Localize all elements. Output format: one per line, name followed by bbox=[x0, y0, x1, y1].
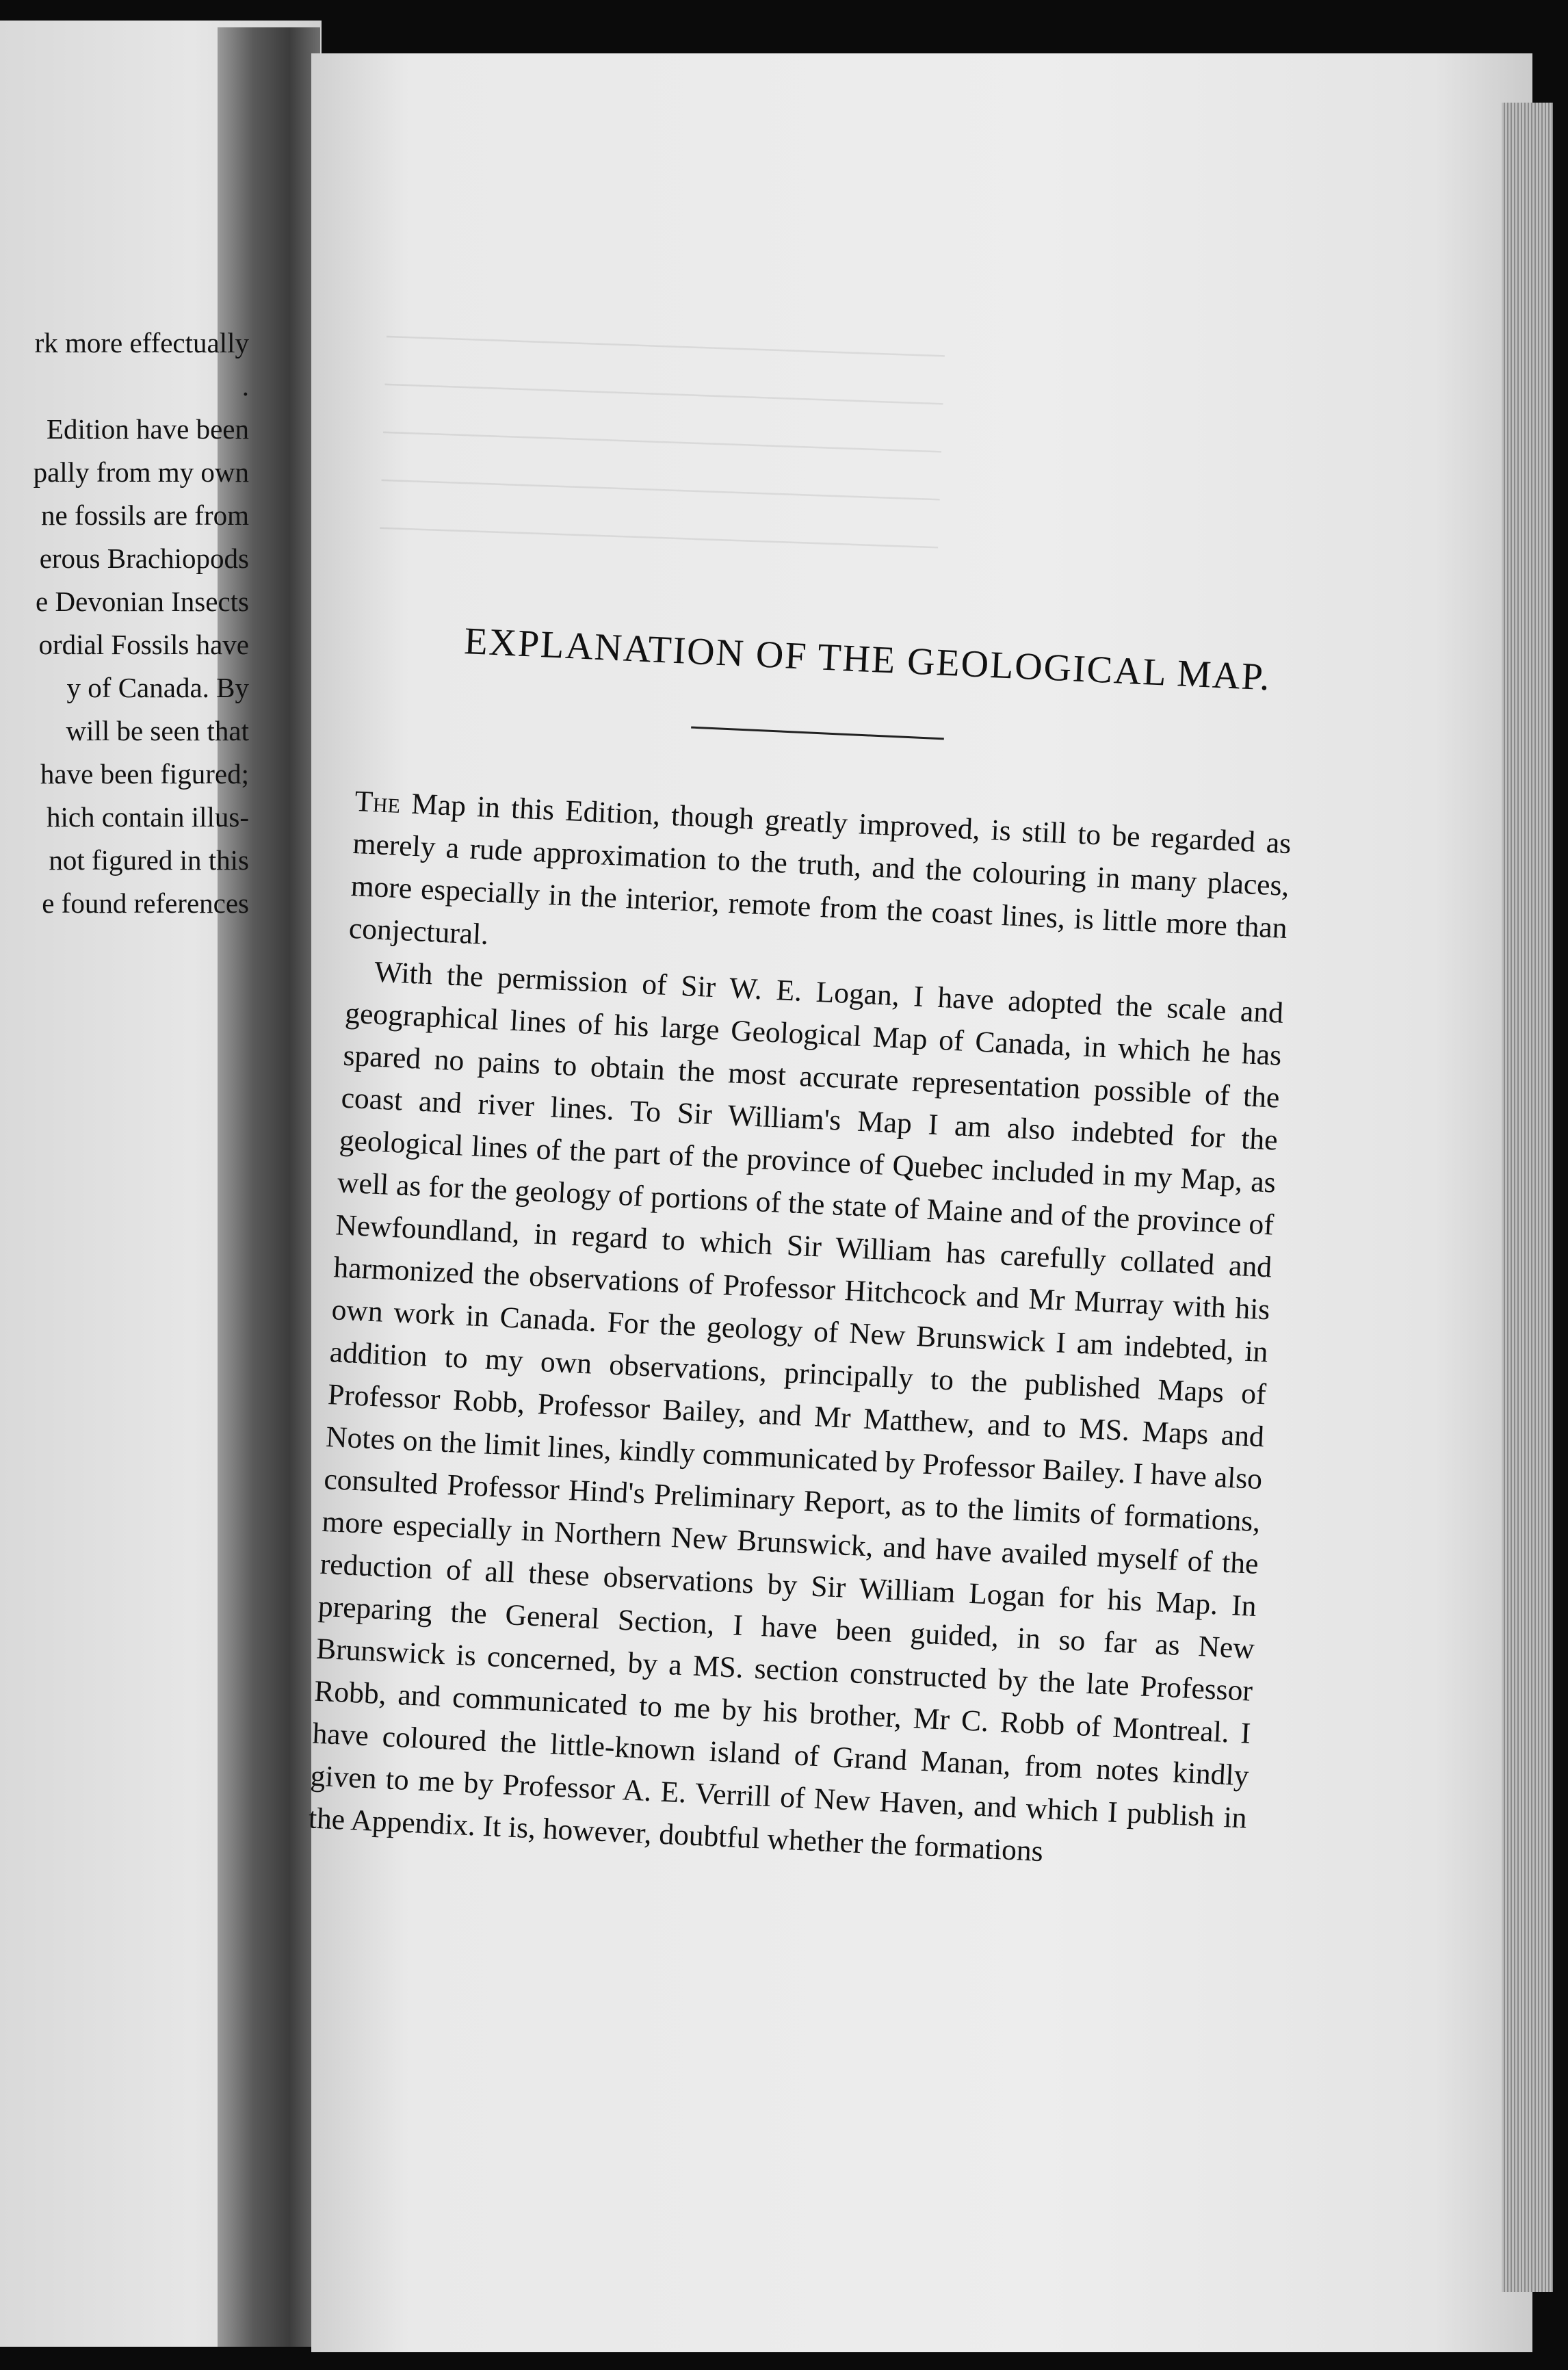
page-title: EXPLANATION OF THE GEOLOGICAL MAP. bbox=[463, 619, 1272, 699]
left-page-text bbox=[0, 322, 253, 925]
left-line: e Devonian Insects bbox=[36, 586, 249, 617]
show-through-text: ──────────────────────────────── ──────────────────────────────── ──────────────────────────────── ──────────────────────────────── ──────────────────────────────── bbox=[379, 322, 945, 561]
left-line: have been figured; bbox=[40, 758, 249, 790]
left-line: y of Canada. By bbox=[66, 672, 249, 703]
left-line: pally from my own bbox=[33, 456, 249, 488]
left-line: rk more effectually bbox=[34, 327, 249, 359]
left-line: will be seen that bbox=[66, 715, 249, 746]
body-text bbox=[308, 780, 1292, 1882]
left-line: e found references bbox=[42, 887, 249, 919]
left-line: erous Brachiopods bbox=[39, 543, 249, 574]
left-line: hich contain illus- bbox=[46, 801, 249, 833]
left-line: . bbox=[241, 370, 249, 402]
left-line: ne fossils are from bbox=[41, 499, 249, 531]
page-edges bbox=[1502, 103, 1553, 2292]
paragraph-lead: The bbox=[354, 784, 402, 820]
paragraph-text: Map in this Edition, though greatly improved, is still to be regarded as merely a rude approximation to the truth, and the colouring in many places, more especially in the interior, remote from the coast lines, is little more than conjectural. bbox=[348, 787, 1292, 952]
paragraph-text: With the permission of Sir W. E. Logan, I have adopted the scale and geographical lines of his large Geological Map of Canada, in which he has spared no pains to obtain the most accurate representation possible of the coast and river lines. To Sir William's Map I am also indebted for the geological lines of the part of the province of Quebec included in my Map, as well as for the geology of portions of the state of Maine and of the province of Newfoundland, in regard to which Sir William has carefully collated and harmonized the observations of Professor Hitchcock and Mr Murray with his own work in Canada. For the geology of New Brunswick I am indebted, in addition to my own observations, principally to the published Maps of Professor Robb, Professor Bailey, and Mr Matthew, and to MS. Maps and Notes on the limit lines, kindly communicated by Professor Bailey. I have also consulted Professor Hind's Preliminary Report, as to the limits of formations, more especially in Northern New Brunswick, and have availed myself of the reduction of all these observations by Sir William Logan for his Map. In preparing the General Section, I have been guided, in so far as New Brunswick is concerned, by a MS. section constructed by the late Professor Robb, and communicated to me by his brother, Mr C. Robb of Montreal. I have coloured the little-known island of Grand Manan, from notes kindly given to me by Professor A. E. Verrill of New Haven, and which I publish in the Appendix. It is, however, doubtful whether the formations bbox=[308, 955, 1285, 1868]
paragraph bbox=[308, 950, 1285, 1882]
left-line: not figured in this bbox=[49, 844, 249, 876]
left-line: ordial Fossils have bbox=[38, 629, 249, 660]
left-line: Edition have been bbox=[46, 413, 249, 445]
